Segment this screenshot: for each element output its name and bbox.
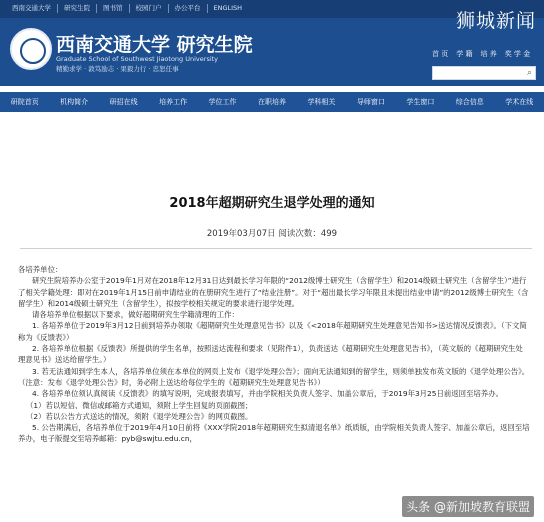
nav-item-students[interactable]: 学生窗口 bbox=[406, 98, 435, 106]
search-input[interactable] bbox=[432, 66, 536, 80]
nav-item-parttime[interactable]: 在职培养 bbox=[257, 98, 286, 106]
logo-english: Graduate School of Southwest Jiaotong University bbox=[56, 55, 219, 63]
nav-item-about[interactable]: 机构简介 bbox=[60, 98, 89, 106]
logo-title: 西南交通大学 研究生院 bbox=[56, 34, 253, 56]
paragraph: 5. 公告期满后，各培养单位于2019年4月10日前将《XXX学院2018年超期研究生拟清退名单》纸质版，由学院相关负责人签字、加盖公章后，返回至培养办，电子版提交至培养邮箱：pyb@swjtu.edu.cn， bbox=[18, 423, 530, 444]
nav-item-admissions[interactable]: 研招在线 bbox=[109, 98, 138, 106]
quick-link-scholarship[interactable]: 奖 学 金 bbox=[504, 50, 531, 58]
site-header bbox=[0, 0, 544, 86]
paragraph: 4. 各培养单位须认真阅读《反馈表》的填写说明，完成报表填写，并由学院相关负责人签字、加盖公章后，于2019年3月25日前返回至培养办。 bbox=[32, 389, 503, 399]
search-icon[interactable]: ⌕ bbox=[526, 68, 532, 78]
article-body bbox=[18, 264, 530, 445]
quick-link-home[interactable]: 首 页 bbox=[432, 50, 449, 58]
article-meta: 2019年03月07日 阅读次数：499 bbox=[206, 229, 338, 239]
paragraph: 研究生院培养办公室于2019年1月对在2018年12月31日达到最长学习年限的“2012级博士研究生（含留学生）和2014级硕士研究生（含留学生）”进行了相关学籍处理：即对在2019年1月15日前申请结业的在册研究生进行了“结业注册”。对于“超出最长学习年限且未提出结业申请”的2012级博士研究生（含留学生）和2014级硕士研究生（含留学生），拟按学校相关规定的要求进行退学处理。 bbox=[18, 276, 529, 308]
quick-link-status[interactable]: 学 籍 bbox=[456, 50, 473, 58]
logo-motto: 精勤求学 · 敦笃励志 · 果毅力行 · 忠恕任事 bbox=[56, 65, 179, 73]
paragraph: （2）若以公告方式送达的情况，须附《退学处理公告》的网页截图。 bbox=[26, 411, 253, 421]
top-link-english[interactable]: ENGLISH bbox=[213, 4, 243, 12]
main-nav bbox=[0, 92, 544, 112]
article-title: 2018年超期研究生退学处理的通知 bbox=[169, 196, 375, 211]
nav-item-training[interactable]: 培养工作 bbox=[159, 98, 188, 106]
paragraph: 请各培养单位根据以下要求，做好超期研究生学籍清理的工作： bbox=[32, 310, 239, 320]
nav-item-supervisors[interactable]: 导师窗口 bbox=[356, 98, 385, 106]
paragraph: 3. 若无法通知到学生本人，各培养单位须在本单位的网页上发布《退学处理公告》；面向无法通知到的留学生，则须单独发布英文版的《退学处理公告》。（注意：发布《退学处理公告》时，务必附上送达给每位学生的《超期研究生处理意见告书》） bbox=[18, 366, 530, 387]
nav-item-disciplines[interactable]: 学科相关 bbox=[307, 98, 336, 106]
watermark-bottom: 头条 @新加坡教育联盟 bbox=[402, 496, 534, 517]
top-link-office[interactable]: 办公平台 bbox=[169, 4, 208, 13]
top-link-library[interactable]: 图书馆 bbox=[97, 4, 130, 13]
greeting: 各培养单位： bbox=[18, 265, 63, 274]
nav-item-degree[interactable]: 学位工作 bbox=[208, 98, 237, 106]
paragraph: 1. 各培养单位于2019年3月12日前到培养办领取《超期研究生处理意见告书》以及《<2018年超期研究生处理意见告知书>送达情况反馈表》。（下文简称为《反馈表》） bbox=[18, 321, 527, 342]
watermark-top: 狮城新闻 bbox=[455, 10, 536, 32]
top-link-graduate-school[interactable]: 研究生院 bbox=[58, 4, 97, 13]
top-link-portal[interactable]: 校园门户 bbox=[130, 4, 169, 13]
top-bar bbox=[0, 0, 544, 32]
top-link-university[interactable]: 西南交通大学 bbox=[6, 4, 58, 13]
quick-link-training[interactable]: 培 养 bbox=[480, 50, 497, 58]
nav-item-home[interactable]: 研院首页 bbox=[10, 98, 39, 106]
top-links bbox=[6, 4, 248, 13]
nav-item-academic[interactable]: 学术在线 bbox=[505, 98, 534, 106]
header-quick-links bbox=[432, 49, 530, 59]
university-emblem-icon bbox=[10, 28, 52, 70]
divider bbox=[20, 248, 532, 249]
paragraph: 2. 各培养单位根据《反馈表》所提供的学生名单，按照送达流程和要求（见附件1），负责送达《超期研究生处理意见告书》，（英文版的《超期研究生处理意见书》送达给留学生。） bbox=[18, 344, 523, 365]
paragraph: （1）若以短信、微信或邮箱方式通知，须附上学生回复的页面截图； bbox=[26, 400, 253, 410]
nav-item-news[interactable]: 综合信息 bbox=[455, 98, 484, 106]
